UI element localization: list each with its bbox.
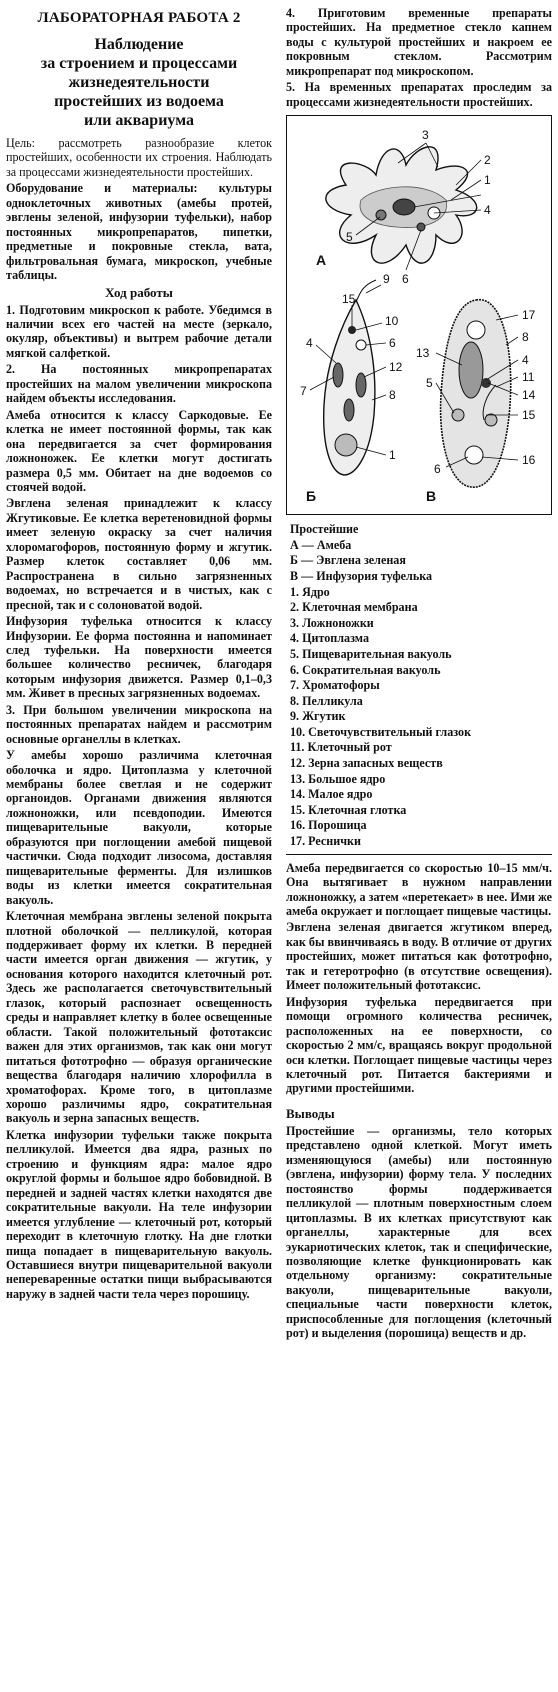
euglena-label-1: 1 <box>389 448 396 463</box>
paramecium-label-6: 6 <box>434 462 441 477</box>
protozoa-figure <box>286 115 552 520</box>
euglena-label-6: 6 <box>389 336 396 351</box>
procedure-heading: Ход работы <box>105 284 173 300</box>
protozoa-illustration <box>286 115 552 515</box>
label-v: В <box>426 488 437 505</box>
amoeba-label-4: 4 <box>484 203 491 218</box>
step-1: 1. Подготовим микроскоп к работе. Убедимся в наличии всех его частей на месте (зеркало, окуляр, объективы) и вытрем рабочие детали мягкой салфеткой. <box>6 302 272 360</box>
infusoria-paragraph: Инфузория туфелька относится к классу Инфузории. Ее форма постоянна и напоминает след туфельки. На поверхности имеется большее количество ресничек, благодаря которым инфузория движется. Размер 0,1–0,3 мм. Живет в пресных загрязненных водоемах. <box>6 614 272 701</box>
euglena-label-15: 15 <box>342 292 356 307</box>
legend-item: 6. Сократительная вакуоль <box>290 662 441 677</box>
paramecium-label-16: 16 <box>522 453 536 468</box>
step-3: 3. При большом увеличении микроскопа на постоянных препаратах найдем и рассмотрим основные органеллы в клетках. <box>6 702 272 746</box>
paramecium-label-13: 13 <box>416 346 430 361</box>
legend-item: 13. Большое ядро <box>290 771 386 786</box>
amoeba-label-2: 2 <box>484 153 491 168</box>
legend-item: В — Инфузория туфелька <box>290 568 433 583</box>
legend-item: 3. Ложноножки <box>290 615 374 630</box>
left-column <box>0 0 276 1303</box>
paramecium-label-8: 8 <box>522 330 529 345</box>
title-line-4: простейших из водоема <box>54 93 224 110</box>
paramecium-label-11: 11 <box>522 370 535 385</box>
amoeba-drawing <box>316 128 491 286</box>
legend-item: 12. Зерна запасных веществ <box>290 756 443 771</box>
goal-paragraph: Цель: рассмотреть разнообразие клеток простейших, особенности их строения. Наблюдать за процессами жизнедеятельности простейших. <box>6 136 272 179</box>
euglena-label-8: 8 <box>389 388 396 403</box>
legend-title: Простейшие <box>290 522 359 537</box>
amoeba-label-6: 6 <box>402 272 409 287</box>
legend-item: 9. Жгутик <box>290 709 346 724</box>
legend-item: 8. Пелликула <box>290 693 363 708</box>
legend-item: 16. Порошица <box>290 818 367 833</box>
amoeba-motion-paragraph: Амеба передвигается со скоростью 10–15 мм/ч. Она вытягивает в нужном направлении ложноножку, а затем «перетекает» в нее. Ими же амеба окружает и поглощает пищевые частицы. <box>286 860 552 918</box>
legend-divider <box>286 854 552 855</box>
conclusions-paragraph: Простейшие — организмы, тело которых представлено одной клеткой. Могут иметь изменяющуюся (амебы) или постоянную (эвглена, инфузории) форму тела. У последних постоянство формы поддерживается пелликулой — плотным поверхностным слоем цитоплазмы. В их клетках присутствуют как органеллы, характерные для всех эукариотических клеток, так и специфические, позволяющие клетке функционировать как отдельному организму: сократительные вакуоли, пищеварительные вакуоли, специальные части поверхности клеток, приспособленные для поглощения (клеточный рот) и выделения (порошица) веществ и др. <box>286 1123 552 1341</box>
label-a: А <box>316 252 327 269</box>
legend-item: Б — Эвглена зеленая <box>290 553 406 568</box>
step-5: 5. На временных препаратах проследим за процессами жизнедеятельности простейших. <box>286 80 552 109</box>
legend-item: 11. Клеточный рот <box>290 740 392 755</box>
amoeba-structure-paragraph: У амебы хорошо различима клеточная оболочка и ядро. Цитоплазма у клеточной мембраны более светлая и не содержит органоидов. Органами движения являются ложноножки, или псевдоподии. Имеются пищеварительные вакуоли, которые образуются при поглощении амебой пищевой частички. Сюда подходит лизосома, доставляя пищеварительные ферменты. Для излишков воды из клетки имеется сократительная вакуоль. <box>6 748 272 907</box>
title-line-2: за строением и процессами <box>40 55 238 72</box>
euglena-motion-paragraph: Эвглена зеленая двигается жгутиком вперед, как бы ввинчиваясь в воду. В отличие от других простейших, может питаться как фототрофно, так и гетеротрофно (в отсутствие освещения). Имеет положительный фототаксис. <box>286 920 552 993</box>
conclusions-heading: Выводы <box>286 1105 335 1121</box>
euglena-paragraph: Эвглена зеленая принадлежит к классу Жгутиковые. Ее клетка веретеновидной формы имеет зеленую окраску за счет наличия хлоромагофоров, постоянную форму и жгутик. Размер клеток составляет 0,06 мм. Распространена в сильно загрязненных водоемах, но встречается и в чистых, как с пресной, так и с солоноватой водой. <box>6 496 272 612</box>
legend-item: 5. Пищеварительная вакуоль <box>290 646 452 661</box>
label-b: Б <box>306 488 317 505</box>
euglena-structure-paragraph: Клеточная мембрана эвглены зеленой покрыта плотной оболочкой — пелликулой, которая поддерживает форму их клетки. В передней части имеется орган движения — жгутик, у основания которого находится клеточный рот. Здесь же располагается светочувствительный глазок, который распознает освещенность среды и направляет клетку в более освещенные области. Такой положительный фототаксис важен для этих организмов, так как они могут питаться фототрофно — образуя органические вещества благодаря наличию хлорофилла в хроматофорах. Кроме того, в цитоплазме хорошо различимы ядро, сократительная вакуоль и зерна запасных веществ. <box>6 909 272 1126</box>
figure-legend <box>290 522 552 849</box>
legend-item: А — Амеба <box>290 537 352 552</box>
legend-item: 7. Хроматофоры <box>290 678 380 693</box>
step-2: 2. На постоянных микропрепаратах простейших на малом увеличении микроскопа найдем объекты исследования. <box>6 362 272 406</box>
euglena-drawing <box>300 272 403 504</box>
euglena-label-12: 12 <box>389 360 403 375</box>
paramecium-label-17: 17 <box>522 308 536 323</box>
euglena-label-4: 4 <box>306 336 313 351</box>
amoeba-label-3: 3 <box>422 128 429 143</box>
step-4: 4. Приготовим временные препараты простейших. На предметное стекло капнем воды с культурой простейших и накроем ее покровным стеклом. Рассмотрим микропрепарат под микроскопом. <box>286 6 552 78</box>
infusoria-structure-paragraph: Клетка инфузории туфельки также покрыта пелликулой. Имеется два ядра, разных по строению и функциям ядра: малое ядро округлой формы и большое ядро бобовидной. В передней и задней частях клетки находятся две сократительные вакуоли. На теле инфузории имеется углубление — клеточный рот, который переходит в клеточную глотку. На дне глотки пища попадает в пищеварительную вакуоль. Оставшиеся внутри пищеварительной вакуоли непереваренные остатки пищи выбрасываются наружу в задней части тела через порошицу. <box>6 1127 272 1301</box>
title-line-3: жизнедеятельности <box>68 74 210 91</box>
paramecium-label-14: 14 <box>522 388 536 403</box>
paramecium-label-5: 5 <box>426 376 433 391</box>
euglena-label-9: 9 <box>383 272 390 287</box>
infusoria-motion-paragraph: Инфузория туфелька передвигается при помощи огромного количества ресничек, расположенных на ее поверхности, со скоростью 2 мм/с, вращаясь вокруг продольной оси клетки. Поглощает пищевые частицы через клеточный рот. Питается бактериями и другими простейшими. <box>286 994 552 1096</box>
euglena-label-10: 10 <box>385 314 399 329</box>
legend-item: 15. Клеточная глотка <box>290 802 407 817</box>
title-line-5: или аквариума <box>84 112 194 129</box>
legend-item: 14. Малое ядро <box>290 787 373 802</box>
lab-title: ЛАБОРАТОРНАЯ РАБОТА 2 <box>37 10 241 26</box>
title-line-1: Наблюдение <box>94 36 184 53</box>
amoeba-paragraph: Амеба относится к классу Саркодовые. Ее клетка не имеет постоянной формы, так как она передвигается за счет формирования ложноножек. Ее клетки могут достигать размера 0,5 мм. Обитает на дне водоемов со стоячей водой. <box>6 407 272 494</box>
amoeba-label-1: 1 <box>484 173 491 188</box>
legend-item: 17. Реснички <box>290 834 361 849</box>
legend-item: 2. Клеточная мембрана <box>290 600 418 615</box>
legend-item: 1. Ядро <box>290 584 330 599</box>
paramecium-label-15: 15 <box>522 408 536 423</box>
paramecium-drawing <box>416 300 536 504</box>
equipment-paragraph: Оборудование и материалы: культуры одноклеточных животных (амебы протей, эвглены зеленой, инфузории туфельки), набор постоянных микропрепаратов, пипетки, предметные и покровные стекла, вата, фильтровальная бумага, микроскоп, учебные таблицы. <box>6 181 272 283</box>
right-column <box>282 0 558 1343</box>
amoeba-label-5: 5 <box>346 230 353 245</box>
legend-item: 10. Светочувствительный глазок <box>290 724 472 739</box>
legend-item: 4. Цитоплазма <box>290 631 369 646</box>
euglena-label-7: 7 <box>300 384 307 399</box>
document-title <box>6 35 272 130</box>
paramecium-label-4: 4 <box>522 353 529 368</box>
